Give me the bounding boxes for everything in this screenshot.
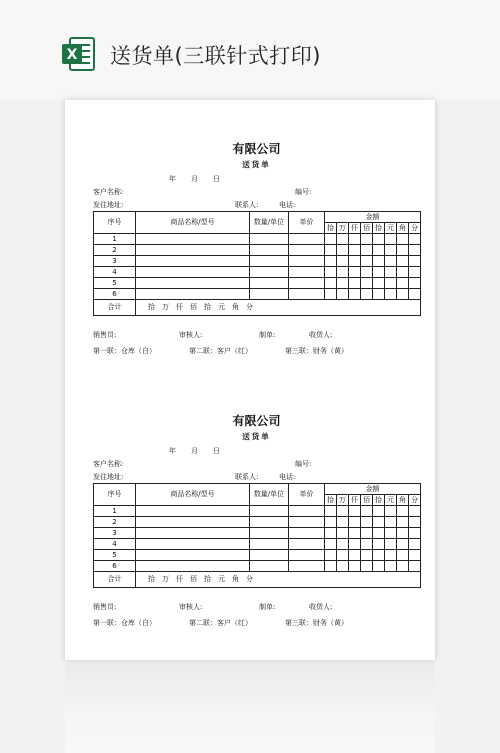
table-row [94, 234, 421, 245]
table-row [94, 517, 421, 528]
date-day: 日 [213, 175, 220, 183]
address-label: 发往地址: [93, 473, 124, 481]
amount-digit-header: 元 [385, 495, 397, 506]
amount-digit-header: 元 [385, 223, 397, 234]
total-label: 合计 [94, 572, 136, 588]
page-header [0, 0, 500, 100]
col-header-seq: 序号 [94, 212, 136, 234]
customer-label: 客户名称: [93, 460, 124, 468]
receiver-label: 收货人: [309, 603, 333, 611]
date-month: 月 [191, 175, 198, 183]
total-units: 拾 万 仟 佰 拾 元 角 分 [136, 572, 421, 588]
phone-label: 电话: [279, 473, 296, 481]
contact-label: 联系人: [235, 473, 259, 481]
maker-label: 制单: [259, 331, 276, 339]
col-header-seq: 序号 [94, 484, 136, 506]
copy-2-label: 第二联：客户（红） [189, 619, 252, 627]
col-header-qty: 数量/单位 [250, 484, 289, 506]
table-row [94, 267, 421, 278]
col-header-qty: 数量/单位 [250, 212, 289, 234]
col-header-amount: 金额 [325, 484, 421, 495]
company-name: 有限公司 [232, 142, 281, 156]
table-row [94, 278, 421, 289]
amount-digit-header: 佰 [361, 223, 373, 234]
row-number: 6 [94, 289, 136, 300]
goods-table [93, 211, 421, 316]
table-row [94, 256, 421, 267]
date-year: 年 [169, 175, 176, 183]
amount-digit-header: 分 [409, 495, 421, 506]
row-number: 4 [94, 539, 136, 550]
amount-digit-header: 仟 [349, 495, 361, 506]
amount-digit-header: 拾 [325, 495, 337, 506]
amount-digit-header: 角 [397, 495, 409, 506]
goods-table [93, 483, 421, 588]
date-day: 日 [213, 447, 220, 455]
col-header-price: 单价 [289, 484, 325, 506]
row-number: 1 [94, 234, 136, 245]
row-number: 6 [94, 561, 136, 572]
maker-label: 制单: [259, 603, 276, 611]
sheet-reflection [65, 662, 435, 753]
table-row [94, 550, 421, 561]
date-month: 月 [191, 447, 198, 455]
excel-icon [60, 36, 96, 72]
col-header-product: 商品名称/型号 [136, 212, 250, 234]
copy-2-label: 第二联：客户（红） [189, 347, 252, 355]
reviewer-label: 审核人: [179, 603, 203, 611]
table-row [94, 528, 421, 539]
row-number: 2 [94, 245, 136, 256]
copy-1-label: 第一联：仓库（白） [93, 619, 156, 627]
amount-digit-header: 拾 [373, 223, 385, 234]
row-number: 3 [94, 528, 136, 539]
table-row [94, 245, 421, 256]
table-row [94, 289, 421, 300]
sales-label: 销售员: [93, 603, 117, 611]
form-subtitle: 送货单 [242, 432, 271, 441]
amount-digit-header: 佰 [361, 495, 373, 506]
sales-label: 销售员: [93, 331, 117, 339]
row-number: 5 [94, 278, 136, 289]
table-row [94, 506, 421, 517]
total-label: 合计 [94, 300, 136, 316]
number-label: 编号: [295, 188, 312, 196]
table-row [94, 561, 421, 572]
amount-digit-header: 万 [337, 495, 349, 506]
amount-digit-header: 万 [337, 223, 349, 234]
form-subtitle: 送货单 [242, 160, 271, 169]
copy-3-label: 第三联：财务（黄） [285, 347, 348, 355]
contact-label: 联系人: [235, 201, 259, 209]
copy-3-label: 第三联：财务（黄） [285, 619, 348, 627]
svg-text:X: X [66, 47, 78, 63]
date-year: 年 [169, 447, 176, 455]
col-header-amount: 金额 [325, 212, 421, 223]
col-header-price: 单价 [289, 212, 325, 234]
amount-digit-header: 角 [397, 223, 409, 234]
number-label: 编号: [295, 460, 312, 468]
phone-label: 电话: [279, 201, 296, 209]
row-number: 2 [94, 517, 136, 528]
total-units: 拾 万 仟 佰 拾 元 角 分 [136, 300, 421, 316]
amount-digit-header: 分 [409, 223, 421, 234]
copy-1-label: 第一联：仓库（白） [93, 347, 156, 355]
amount-digit-header: 仟 [349, 223, 361, 234]
col-header-product: 商品名称/型号 [136, 484, 250, 506]
row-number: 5 [94, 550, 136, 561]
company-name: 有限公司 [232, 414, 281, 428]
table-row [94, 539, 421, 550]
delivery-note-sheet [65, 100, 435, 660]
address-label: 发往地址: [93, 201, 124, 209]
row-number: 1 [94, 506, 136, 517]
amount-digit-header: 拾 [325, 223, 337, 234]
receiver-label: 收货人: [309, 331, 333, 339]
document-title: 送货单(三联针式打印) [110, 44, 321, 68]
amount-digit-header: 拾 [373, 495, 385, 506]
customer-label: 客户名称: [93, 188, 124, 196]
row-number: 3 [94, 256, 136, 267]
reviewer-label: 审核人: [179, 331, 203, 339]
row-number: 4 [94, 267, 136, 278]
